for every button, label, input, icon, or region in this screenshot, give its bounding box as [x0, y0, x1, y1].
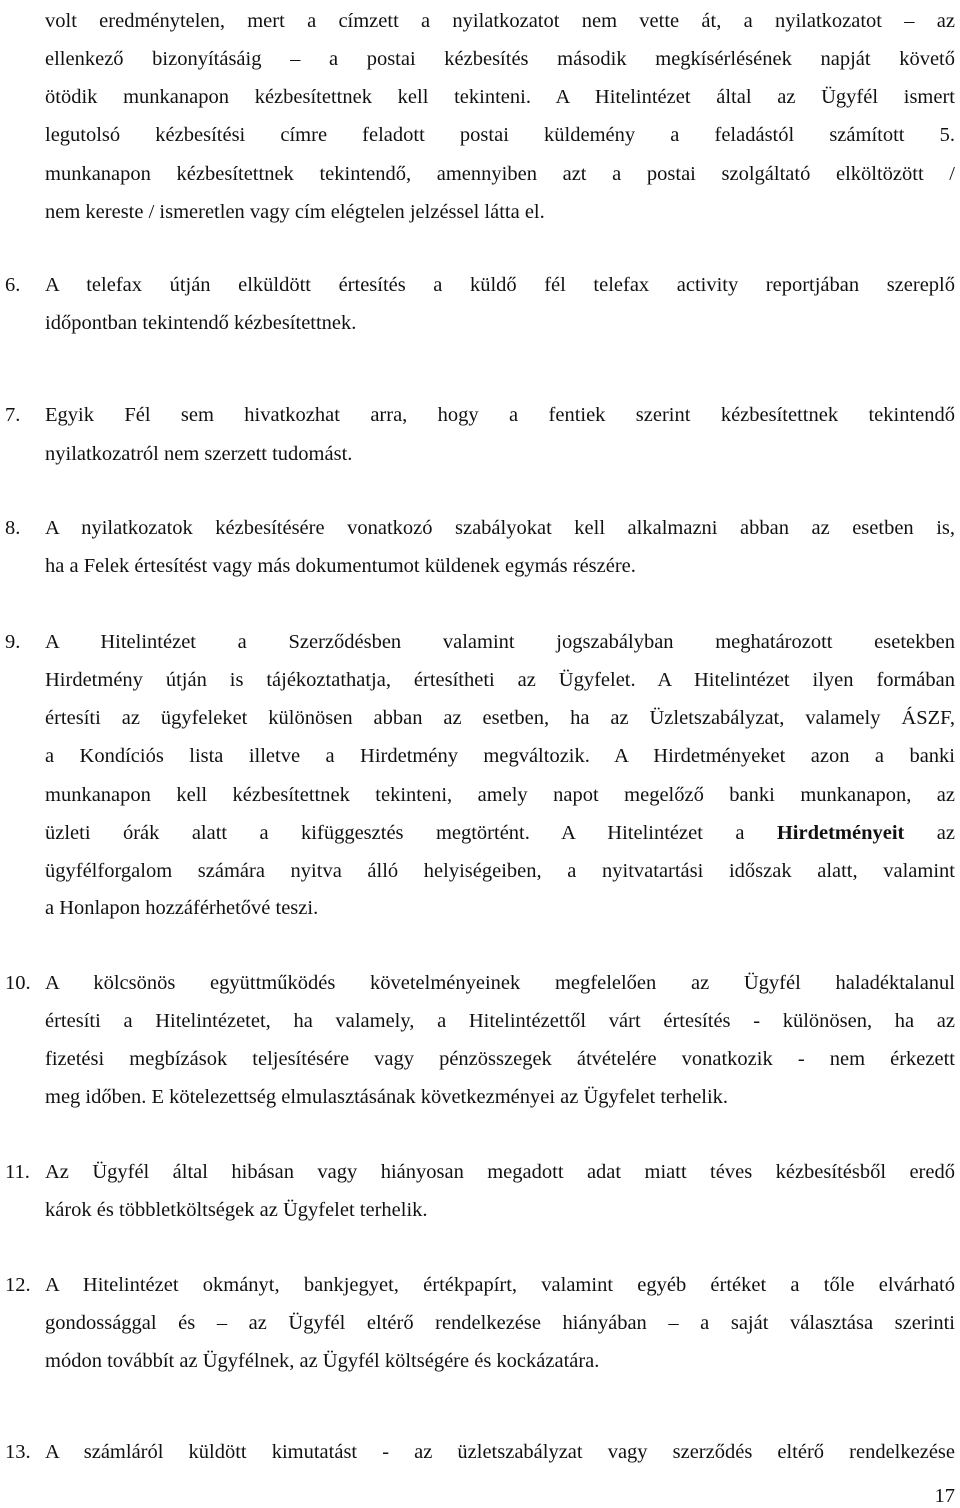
paragraph-line: A nyilatkozatok kézbesítésére vonatkozó szabályokat kell alkalmazni abban az esetben is, — [45, 517, 955, 539]
paragraph-line: üzleti órák alatt a kifüggesztés megtörtént. A Hitelintézet a Hirdetményeit az — [45, 822, 955, 844]
paragraph-number: 11. — [5, 1161, 30, 1183]
paragraph-line: értesíti a Hitelintézetet, ha valamely, a Hitelintézettől várt értesítés - különösen, ha az — [45, 1010, 955, 1032]
paragraph-line: munkanapon kell kézbesítettnek tekinteni, amely napot megelőző banki munkanapon, az — [45, 784, 955, 806]
paragraph-line: ha a Felek értesítést vagy más dokumentumot küldenek egymás részére. — [45, 555, 636, 577]
paragraph-line: fizetési megbízások teljesítésére vagy pénzösszegek átvételére vonatkozik - nem érkezett — [45, 1048, 955, 1070]
paragraph-line: Az Ügyfél által hibásan vagy hiányosan megadott adat miatt téves kézbesítésből eredő — [45, 1161, 955, 1183]
paragraph-line: ötödik munkanapon kézbesítettnek kell tekinteni. A Hitelintézet által az Ügyfél ismert — [45, 86, 955, 108]
paragraph-line: Egyik Fél sem hivatkozhat arra, hogy a fentiek szerint kézbesítettnek tekintendő — [45, 404, 955, 426]
paragraph-line: munkanapon kézbesítettnek tekintendő, amennyiben azt a postai szolgáltató elköltözött / — [45, 163, 955, 185]
paragraph-line: volt eredménytelen, mert a címzett a nyilatkozatot nem vette át, a nyilatkozatot – az — [45, 10, 955, 32]
paragraph-number: 6. — [5, 274, 21, 296]
paragraph-number: 10. — [5, 972, 31, 994]
paragraph-number: 9. — [5, 631, 21, 653]
paragraph-number: 8. — [5, 517, 21, 539]
paragraph-line: A számláról küldött kimutatást - az üzletszabályzat vagy szerződés eltérő rendelkezése — [45, 1441, 955, 1463]
paragraph-number: 7. — [5, 404, 21, 426]
paragraph-line: nem kereste / ismeretlen vagy cím elégtelen jelzéssel látta el. — [45, 201, 545, 223]
paragraph-number: 12. — [5, 1274, 31, 1296]
paragraph-line: a Kondíciós lista illetve a Hirdetmény megváltozik. A Hirdetményeket azon a banki — [45, 745, 955, 767]
paragraph-line: időpontban tekintendő kézbesítettnek. — [45, 312, 357, 334]
paragraph-line: Hirdetmény útján is tájékoztathatja, értesítheti az Ügyfelet. A Hitelintézet ilyen formában — [45, 669, 955, 691]
paragraph-line: ellenkező bizonyításáig – a postai kézbesítés második megkísérlésének napját követő — [45, 48, 955, 70]
paragraph-line: A telefax útján elküldött értesítés a küldő fél telefax activity reportjában szereplő — [45, 274, 955, 296]
paragraph-line: meg időben. E kötelezettség elmulasztásának következményei az Ügyfelet terhelik. — [45, 1086, 729, 1108]
paragraph-line: A kölcsönös együttműködés követelményeinek megfelelően az Ügyfél haladéktalanul — [45, 972, 955, 994]
paragraph-line: módon továbbít az Ügyfélnek, az Ügyfél költségére és kockázatára. — [45, 1350, 600, 1372]
paragraph-line: A Hitelintézet a Szerződésben valamint jogszabályban meghatározott esetekben — [45, 631, 955, 653]
paragraph-line: A Hitelintézet okmányt, bankjegyet, értékpapírt, valamint egyéb értéket a tőle elvárható — [45, 1274, 955, 1296]
paragraph-line: a Honlapon hozzáférhetővé teszi. — [45, 897, 319, 919]
paragraph-line: károk és többletköltségek az Ügyfelet terhelik. — [45, 1199, 428, 1221]
paragraph-line: legutolsó kézbesítési címre feladott postai küldemény a feladástól számított 5. — [45, 124, 955, 146]
paragraph-line: értesíti az ügyfeleket különösen abban az esetben, ha az Üzletszabályzat, valamely ÁSZF, — [45, 707, 955, 729]
page-number: 17 — [934, 1485, 955, 1507]
bold-term: Hirdetményeit — [776, 822, 905, 844]
paragraph-number: 13. — [5, 1441, 31, 1463]
paragraph-line: nyilatkozatról nem szerzett tudomást. — [45, 443, 353, 465]
paragraph-line: ügyfélforgalom számára nyitva álló helyiségeiben, a nyitvatartási időszak alatt, valamint — [45, 860, 955, 882]
paragraph-line: gondossággal és – az Ügyfél eltérő rendelkezése hiányában – a saját választása szerinti — [45, 1312, 955, 1334]
